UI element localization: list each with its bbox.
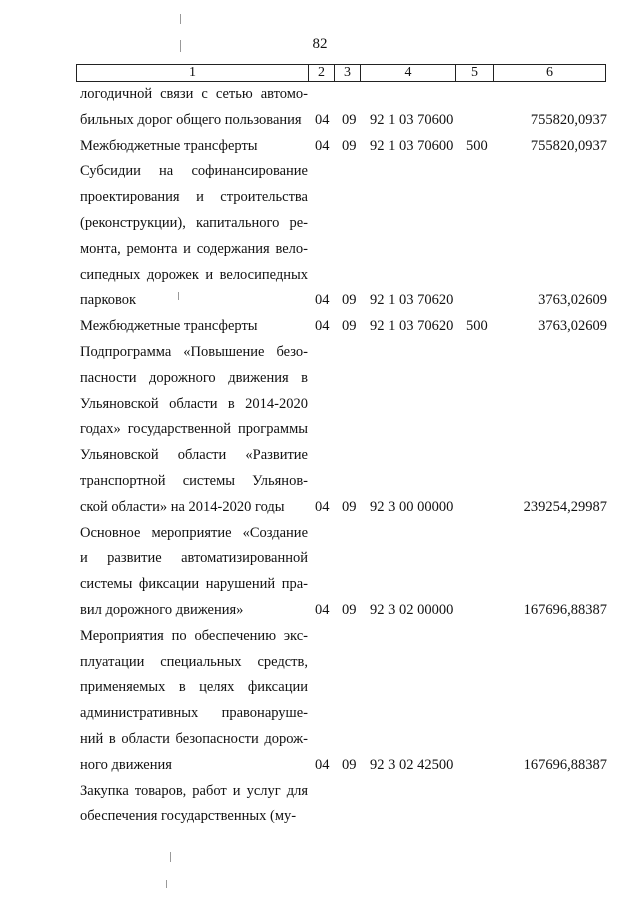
description-line: транспортной системы Ульянов- — [80, 472, 308, 489]
description-line: пасности дорожного движения в — [80, 369, 308, 386]
page-number: 82 — [312, 36, 328, 52]
header-col-1: 1 — [76, 64, 309, 82]
header-col-4: 4 — [361, 64, 456, 82]
table-row — [0, 134, 640, 160]
amount: 239254,29987 — [523, 498, 607, 515]
description-line: Межбюджетные трансферты — [80, 137, 258, 154]
table-row — [0, 624, 640, 779]
scan-mark — [170, 852, 171, 862]
amount: 3763,02609 — [538, 318, 607, 335]
target-article-code: 92 1 03 70600 — [370, 111, 454, 128]
description-line: годах» государственной программы — [80, 421, 308, 438]
description-line: Ульяновской области в 2014-2020 — [80, 395, 308, 412]
scan-mark — [166, 880, 167, 888]
expense-type-code: 500 — [466, 318, 488, 335]
description-line: ного движения — [80, 756, 172, 773]
subsection-code: 09 — [342, 756, 357, 773]
table-row — [0, 159, 640, 314]
header-col-5: 5 — [456, 64, 494, 82]
target-article-code: 92 1 03 70620 — [370, 292, 454, 309]
header-col-3: 3 — [335, 64, 361, 82]
description-line: логодичной связи с сетью автомо- — [80, 86, 308, 102]
table-row — [0, 779, 640, 831]
amount: 755820,0937 — [530, 137, 607, 154]
amount: 167696,88387 — [523, 601, 607, 618]
description-line: (реконструкции), капитального ре- — [80, 214, 308, 231]
description-line: обеспечения государственных (му- — [80, 808, 297, 825]
row-codes — [0, 753, 640, 779]
header-col-6: 6 — [494, 64, 606, 82]
target-article-code: 92 3 02 00000 — [370, 601, 454, 618]
scan-mark — [178, 292, 179, 300]
description-line: ний в области безопасности дорож- — [80, 730, 308, 747]
section-code: 04 — [315, 756, 330, 773]
subsection-code: 09 — [342, 292, 357, 309]
subsection-code: 09 — [342, 137, 357, 154]
target-article-code: 92 3 02 42500 — [370, 756, 454, 773]
row-codes — [0, 134, 640, 160]
budget-table-body — [0, 82, 640, 830]
description-line: и развитие автоматизированной — [80, 550, 308, 567]
amount: 167696,88387 — [523, 756, 607, 773]
target-article-code: 92 1 03 70620 — [370, 318, 454, 335]
subsection-code: 09 — [342, 498, 357, 515]
section-code: 04 — [315, 498, 330, 515]
description-line: Мероприятия по обеспечению экс- — [80, 627, 308, 644]
description-line: ской области» на 2014-2020 годы — [80, 498, 285, 515]
row-codes — [0, 598, 640, 624]
table-row — [0, 314, 640, 340]
amount: 755820,0937 — [530, 111, 607, 128]
scan-mark — [180, 14, 181, 24]
target-article-code: 92 1 03 70600 — [370, 137, 454, 154]
row-codes — [0, 804, 640, 830]
description-line: Закупка товаров, работ и услуг для — [80, 782, 308, 799]
description-line: Ульяновской области «Развитие — [80, 447, 308, 464]
section-code: 04 — [315, 601, 330, 618]
description-line: парковок — [80, 292, 137, 309]
table-row — [0, 82, 640, 134]
scan-mark — [180, 40, 181, 52]
amount: 3763,02609 — [538, 292, 607, 309]
description-line: проектирования и строительства — [80, 189, 308, 206]
subsection-code: 09 — [342, 111, 357, 128]
description-line: плуатации специальных средств, — [80, 653, 308, 670]
description-line: административных правонаруше- — [80, 705, 308, 722]
row-codes — [0, 108, 640, 134]
section-code: 04 — [315, 292, 330, 309]
row-codes — [0, 314, 640, 340]
description-line: применяемых в целях фиксации — [80, 679, 308, 696]
table-row — [0, 521, 640, 624]
subsection-code: 09 — [342, 318, 357, 335]
section-code: 04 — [315, 137, 330, 154]
description-line: Основное мероприятие «Создание — [80, 524, 308, 541]
target-article-code: 92 3 00 00000 — [370, 498, 454, 515]
subsection-code: 09 — [342, 601, 357, 618]
section-code: 04 — [315, 318, 330, 335]
description-line: вил дорожного движения» — [80, 601, 244, 618]
description-line: бильных дорог общего пользования — [80, 111, 302, 128]
description-line: Субсидии на софинансирование — [80, 163, 308, 180]
description-line: монта, ремонта и содержания вело- — [80, 240, 308, 257]
description-line: Межбюджетные трансферты — [80, 318, 258, 335]
expense-type-code: 500 — [466, 137, 488, 154]
table-row — [0, 340, 640, 521]
row-description — [80, 340, 308, 521]
description-line: сипедных дорожек и велосипедных — [80, 266, 308, 283]
description-line: Подпрограмма «Повышение безо- — [80, 343, 308, 360]
header-col-2: 2 — [309, 64, 335, 82]
row-codes — [0, 288, 640, 314]
section-code: 04 — [315, 111, 330, 128]
description-line: системы фиксации нарушений пра- — [80, 576, 308, 593]
row-codes — [0, 495, 640, 521]
